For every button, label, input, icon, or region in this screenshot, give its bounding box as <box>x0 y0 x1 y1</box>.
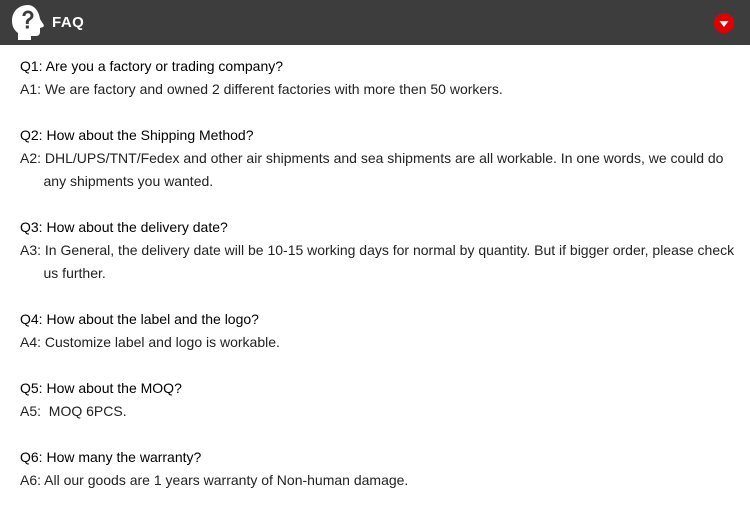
faq-answer: A6: All our goods are 1 years warranty of Non-human damage. <box>20 472 409 488</box>
question-head-icon <box>9 3 47 41</box>
collapse-toggle-button[interactable] <box>714 13 734 33</box>
faq-answer: A2: DHL/UPS/TNT/Fedex and other air shipments and sea shipments are all workable. In one words, we could do any shipments you wanted. <box>20 150 724 189</box>
faq-item <box>20 377 735 423</box>
chevron-down-icon <box>714 13 734 33</box>
faq-question: Q1: Are you a factory or trading company? <box>20 58 284 74</box>
faq-item <box>20 216 735 285</box>
faq-list <box>20 55 735 515</box>
faq-item <box>20 55 735 101</box>
faq-question: Q4: How about the label and the logo? <box>20 311 259 327</box>
faq-answer: A5: MOQ 6PCS. <box>20 403 127 419</box>
faq-header-bar <box>0 0 750 45</box>
faq-title: FAQ <box>52 14 85 31</box>
faq-answer: A3: In General, the delivery date will be 10-15 working days for normal by quantity. But if bigger order, please check us further. <box>20 242 735 281</box>
faq-question: Q3: How about the delivery date? <box>20 219 228 235</box>
faq-answer: A4: Customize label and logo is workable. <box>20 334 280 350</box>
faq-question: Q5: How about the MOQ? <box>20 380 182 396</box>
faq-question: Q6: How many the warranty? <box>20 449 202 465</box>
faq-item <box>20 124 735 193</box>
faq-item <box>20 446 735 492</box>
faq-answer: A1: We are factory and owned 2 different factories with more then 50 workers. <box>20 81 503 97</box>
faq-question: Q2: How about the Shipping Method? <box>20 127 254 143</box>
faq-item <box>20 308 735 354</box>
